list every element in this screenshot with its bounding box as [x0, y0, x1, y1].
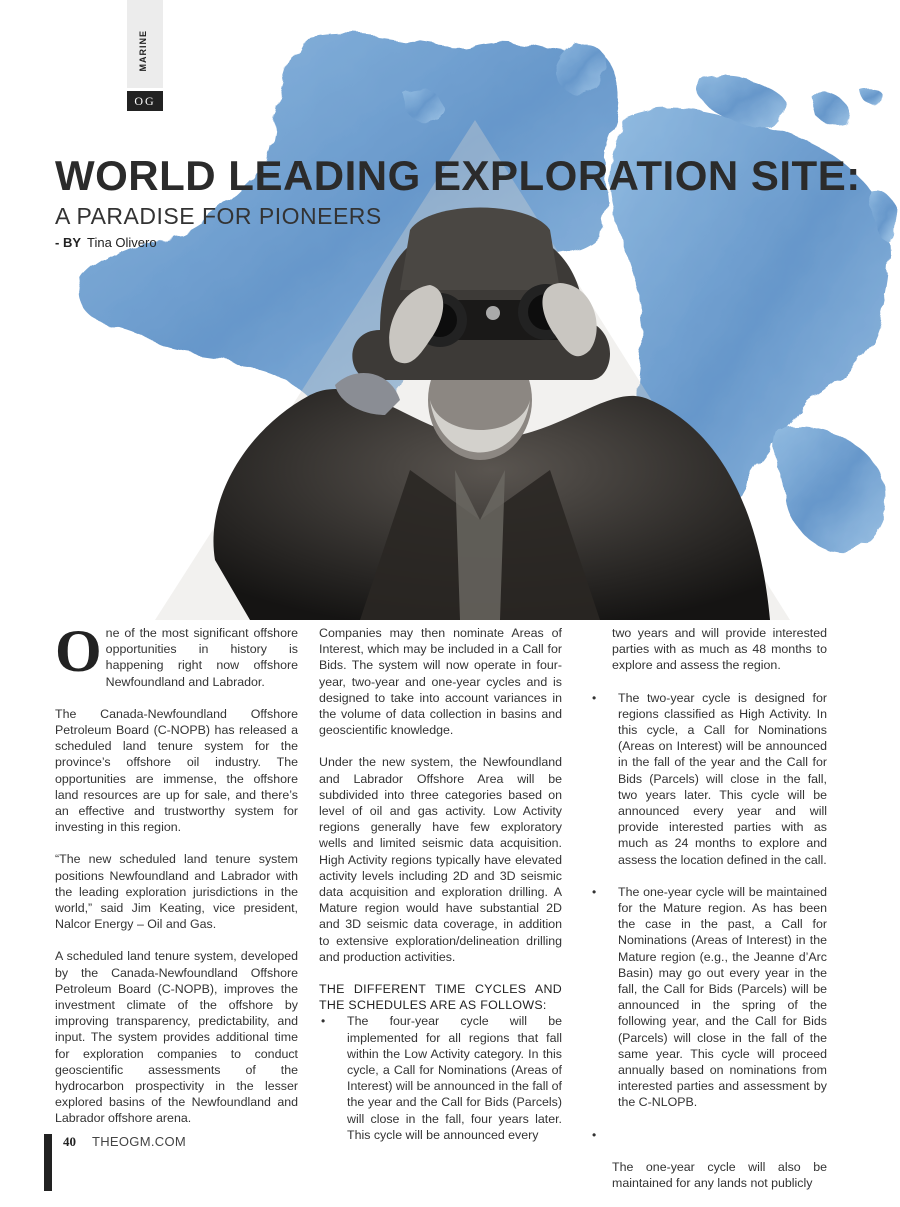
footer-bar	[44, 1134, 52, 1191]
article-subtitle: A PARADISE FOR PIONEERS	[55, 203, 382, 229]
page-number: 40	[63, 1134, 76, 1149]
column-2	[319, 625, 562, 1159]
og-logo-badge: OG	[127, 91, 163, 111]
cycle-list	[319, 1013, 562, 1143]
quote-paragraph: “The new scheduled land tenure system positions Newfoundland and Labrador with the leading exploration jurisdictions in the world,” said Jim Keating, vice president, Nalcor Energy – Oil and Gas.	[55, 852, 298, 932]
section-heading: THE DIFFERENT TIME CYCLES AND THE SCHEDULES ARE AS FOLLOWS:	[319, 982, 562, 1013]
list-item: • The four-year cycle will be implemented for all regions that fall within the Low Activity category. In this cycle, a Call for Nominations (Areas of Interest) will be announced in the fall of the year and the Call for Bids (Parcels) will close in the fall, four years later. This cycle will be announced every	[319, 1013, 562, 1143]
intro-paragraph: One of the most significant offshore opportunities in history is happening right now offshore Newfoundland and Labrador.	[55, 618, 298, 689]
column-3	[590, 625, 827, 1207]
paragraph: A scheduled land tenure system, developed by the Canada-Newfoundland Offshore Petroleum Board (C-NOPB), improves the investment climate of the offshore by improving transparency, predictability, and input. The system provides additional time for exploration companies to conduct geoscientific assessments of the hydrocarbon prospectivity in the lesser explored basins of the Newfoundland and Labrador offshore arena.	[55, 949, 298, 1126]
article-title: WORLD LEADING EXPLORATION SITE:	[55, 152, 861, 199]
section-label: MARINE	[138, 30, 148, 72]
paragraph-continued: two years and will provide interested parties with as much as 48 months to explore and assess the region.	[612, 626, 827, 673]
paragraph: The one-year cycle will also be maintained for any lands not publicly	[612, 1159, 827, 1190]
drop-cap: O	[55, 618, 102, 684]
list-item	[590, 1127, 827, 1143]
paragraph: Companies may then nominate Areas of Interest, which may be included in a Call for Bids. The system will now operate in four-year, two-year and one-year cycles and is designed to take into account variances in the volume of data collection in basins and geoscientific knowledge.	[319, 626, 562, 738]
list-item: • The one-year cycle will be maintained for the Mature region. As has been the case in the past, a Call for Nominations (Areas of Interest) in the Mature region (e.g., the Jeanne d’Arc Basin) may go out every year in the fall, the Call for Bids (Parcels) will be announced in the spring of the following year, and the Call for Bids (Parcels) will close in the fall of the same year. This cycle will proceed annually based on nominations from interested parties and assessment by the C-NLOPB.	[590, 884, 827, 1111]
cycle-list-continued	[590, 690, 827, 1143]
byline-prefix: - BY	[55, 235, 81, 250]
column-1	[55, 618, 298, 1143]
paragraph: The Canada-Newfoundland Offshore Petroleum Board (C-NOPB) has released a scheduled land tenure system for the province’s offshore oil industry. The opportunities are immense, the offshore land resources are up for sale, and there’s an effective and trustworthy system for investing in this region.	[55, 706, 298, 835]
list-item: • The two-year cycle is designed for regions classified as High Activity. In this cycle, a Call for Nominations (Areas on Interest) will be announced in the fall of the year and the Call for Bids (Parcels) will close in the fall, two years later. This cycle will be announced every year and will provide interested parties with as much as 24 months to explore and assess the location defined in the call.	[590, 690, 827, 868]
author-name: Tina Olivero	[87, 235, 157, 250]
byline	[55, 235, 157, 250]
paragraph: Under the new system, the Newfoundland and Labrador Offshore Area will be subdivided into three categories based on level of oil and gas activity. Low Activity regions generally have few exploratory wells and limited seismic data acquisition. High Activity regions typically have elevated activity levels including 2D and 3D seismic data acquisition and exploration drilling. A Mature region would have substantial 2D and 3D seismic data coverage, in addition to extensive exploration/delineation drilling and production activities.	[319, 755, 562, 964]
site-url: THEOGM.COM	[92, 1134, 186, 1149]
